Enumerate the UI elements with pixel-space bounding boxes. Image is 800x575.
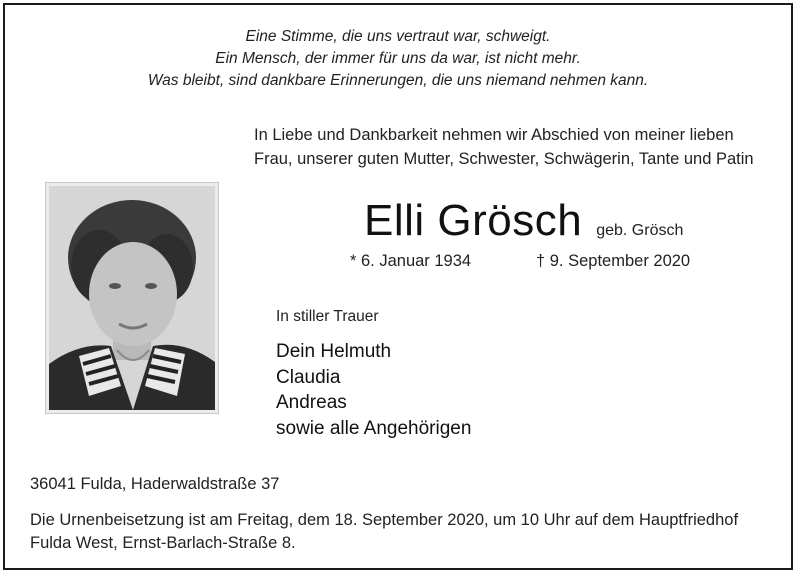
- birth-date: * 6. Januar 1934: [350, 252, 472, 270]
- deceased-name: Elli Grösch: [364, 196, 583, 245]
- poem-line: Eine Stimme, die uns vertraut war, schweigt.: [245, 28, 551, 45]
- portrait-photo: [46, 183, 218, 413]
- mourner-name: Dein Helmuth: [276, 341, 392, 362]
- funeral-notice: [30, 509, 738, 554]
- portrait-image: [49, 186, 215, 410]
- mourning-intro: In stiller Trauer: [276, 308, 379, 325]
- poem-line: Was bleibt, sind dankbare Erinnerungen, die uns niemand nehmen kann.: [147, 72, 649, 89]
- deceased-name-row: [364, 196, 683, 246]
- intro-line: In Liebe und Dankbarkeit nehmen wir Abschied von meiner lieben: [254, 126, 734, 144]
- mourners-list: [276, 339, 471, 441]
- poem-line: Ein Mensch, der immer für uns da war, ist nicht mehr.: [215, 50, 581, 67]
- memorial-poem: [0, 26, 796, 92]
- intro-line: Frau, unserer guten Mutter, Schwester, Schwägerin, Tante und Patin: [254, 150, 754, 168]
- farewell-intro: [254, 123, 754, 171]
- funeral-line: Die Urnenbeisetzung ist am Freitag, dem 18. September 2020, um 10 Uhr auf dem Hauptfriedhof: [30, 511, 739, 529]
- mourner-name: sowie alle Angehörigen: [276, 417, 472, 439]
- funeral-line: Fulda West, Ernst-Barlach-Straße 8.: [30, 533, 296, 552]
- family-address: 36041 Fulda, Haderwaldstraße 37: [30, 475, 280, 493]
- mourner-name: Claudia: [276, 366, 341, 388]
- death-date: † 9. September 2020: [536, 252, 691, 270]
- maiden-name: geb. Grösch: [596, 222, 684, 239]
- mourner-name: Andreas: [276, 392, 347, 413]
